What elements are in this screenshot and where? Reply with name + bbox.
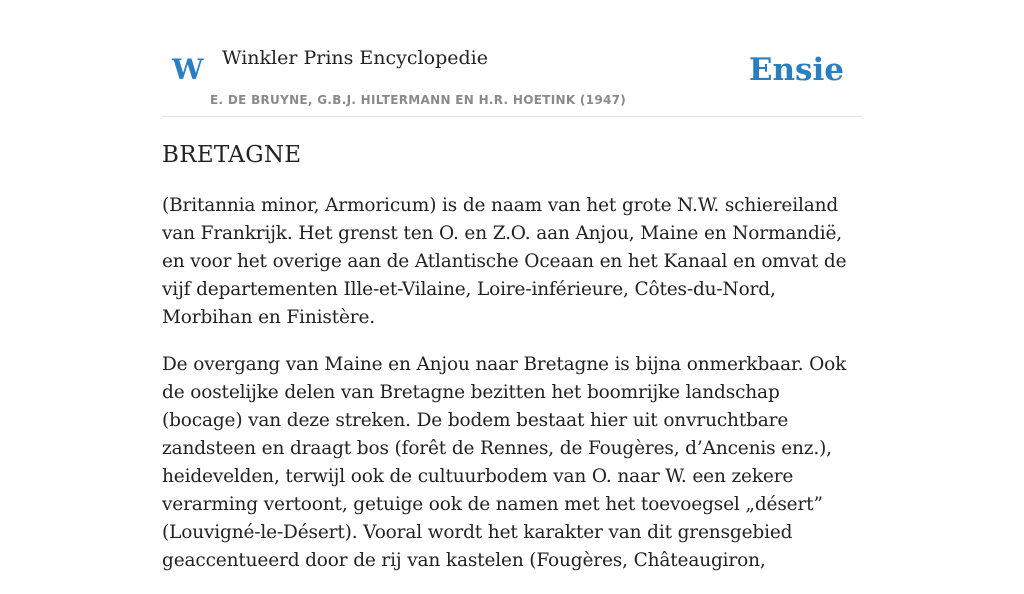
publication-authors: E. DE BRUYNE, G.B.J. HILTERMANN EN H.R. HOETINK (1947) <box>210 93 627 107</box>
entry-paragraph: (Britannia minor, Armoricum) is de naam van het grote N.W. schiereiland van Frankrijk. Het grenst ten O. en Z.O. aan Anjou, Maine en Normandië, en voor het overige aan de Atlantische Oceaan en het Kanaal en omvat de vijf departementen Ille-et-Vilaine, Loire-inférieure, Côtes-du-Nord, Morbihan en Finistère. <box>162 195 847 328</box>
winkler-prins-logo[interactable]: W <box>172 53 204 86</box>
entry-title: BRETAGNE <box>162 142 302 168</box>
site-header <box>162 36 862 117</box>
ensie-logo[interactable]: Ensie <box>748 52 844 88</box>
entry-body <box>162 192 862 594</box>
publication-title[interactable]: Winkler Prins Encyclopedie <box>222 47 488 69</box>
entry-paragraph: De overgang van Maine en Anjou naar Bretagne is bijna onmerkbaar. Ook de oostelijke delen van Bretagne bezitten het boomrijke landschap (bocage) van deze streken. De bodem bestaat hier uit onvruchtbare zandsteen en draagt bos (forêt de Rennes, de Fougères, d’Ancenis enz.), heidevelden, terwijl ook de cultuurbodem van O. naar W. een zekere verarming vertoont, getuige ook de namen met het toevoegsel „désert” (Louvigné-le-Désert). Vooral wordt het karakter van dit grensgebied geaccentueerd door de rij van kastelen (Fougères, Châteaugiron, <box>162 354 847 571</box>
